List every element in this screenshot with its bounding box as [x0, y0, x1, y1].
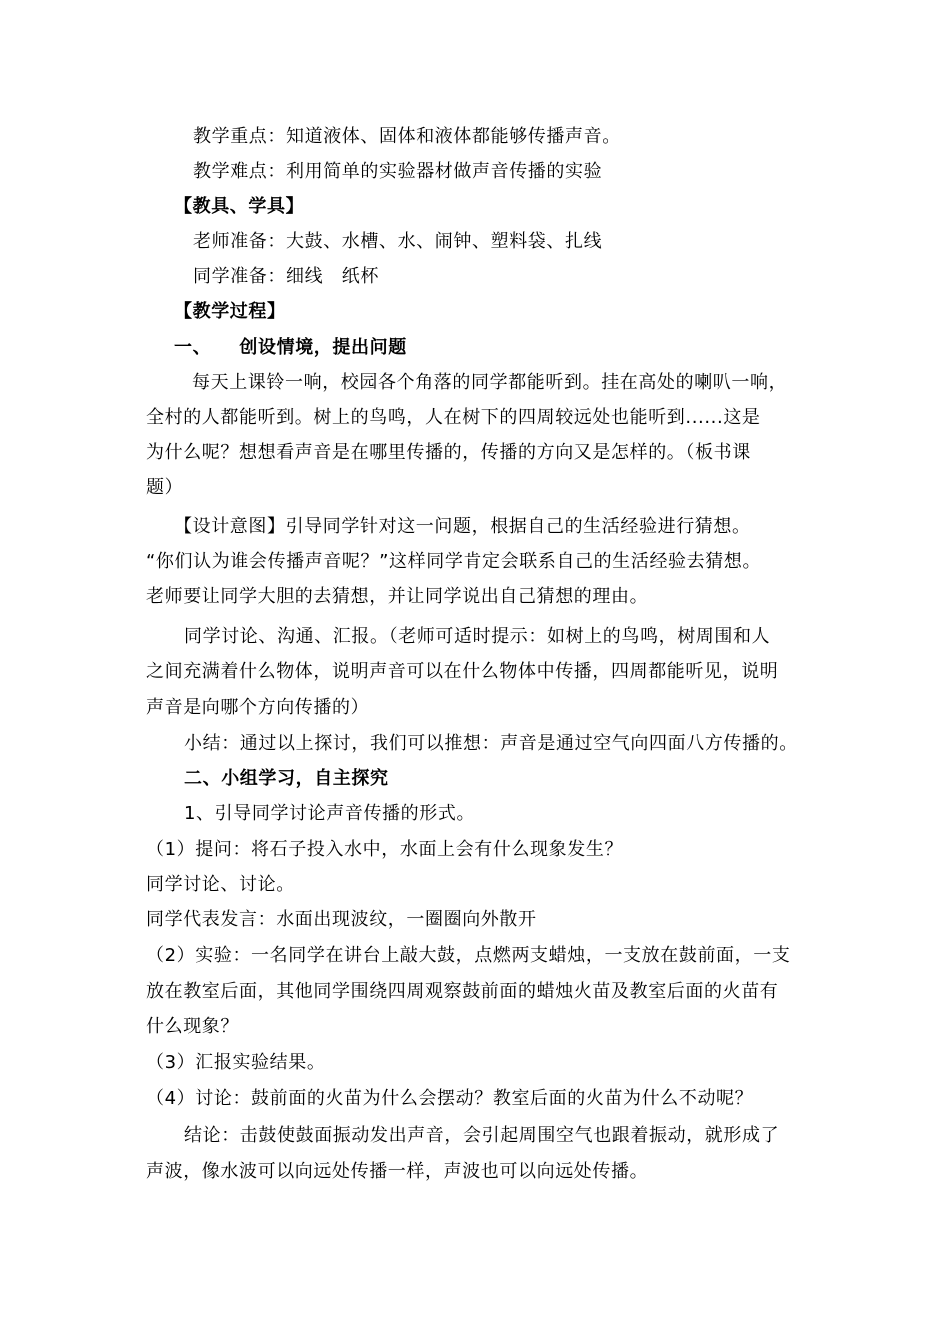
paragraph-line: 什么现象？: [146, 1016, 239, 1037]
step-one-heading: 一、 创设情境，提出问题: [174, 337, 407, 358]
list-item: （4）讨论：鼓前面的火苗为什么会摆动？教室后面的火苗为什么不动呢？: [146, 1088, 754, 1109]
section-heading-tools: 【教具、学具】: [174, 196, 305, 217]
list-item: （1）提问：将石子投入水中，水面上会有什么现象发生？: [146, 839, 624, 860]
paragraph-line: 同学代表发言：水面出现波纹，一圈圈向外散开: [146, 909, 537, 930]
teacher-prep-line: 老师准备：大鼓、水槽、水、闹钟、塑料袋、扎线: [193, 231, 603, 252]
list-item: （2）实验：一名同学在讲台上敲大鼓，点燃两支蜡烛，一支放在鼓前面，一支: [146, 945, 791, 966]
paragraph-line: 声音是向哪个方向传播的）: [146, 697, 370, 718]
paragraph-line: 之间充满着什么物体，说明声音可以在什么物体中传播，四周都能听见，说明: [146, 661, 779, 682]
teaching-focus-line: 教学重点：知道液体、固体和液体都能够传播声音。: [193, 126, 621, 147]
paragraph-line: 题）: [146, 477, 184, 498]
paragraph-line: 放在教室后面，其他同学围绕四周观察鼓前面的蜡烛火苗及教室后面的火苗有: [146, 981, 779, 1002]
section-heading-process: 【教学过程】: [174, 301, 286, 322]
summary-line: 小结：通过以上探讨，我们可以推想：声音是通过空气向四面八方传播的。: [184, 733, 798, 754]
paragraph-line: 同学讨论、讨论。: [146, 874, 295, 895]
student-prep-line: 同学准备：细线 纸杯: [193, 266, 379, 287]
paragraph-line: 同学讨论、沟通、汇报。（老师可适时提示：如树上的鸟鸣，树周围和人: [184, 626, 771, 647]
list-item: 1、引导同学讨论声音传播的形式。: [184, 803, 476, 824]
list-item: （3）汇报实验结果。: [146, 1052, 326, 1073]
paragraph-line: 声波，像水波可以向远处传播一样，声波也可以向远处传播。: [146, 1161, 649, 1182]
paragraph-line: 全村的人都能听到。树上的鸟鸣，人在树下的四周较远处也能听到......这是: [146, 407, 761, 428]
design-intent-line: 【设计意图】引导同学针对这一问题，根据自己的生活经验进行猜想。: [174, 516, 751, 537]
teaching-difficulty-line: 教学难点：利用简单的实验器材做声音传播的实验: [193, 161, 603, 182]
paragraph-line: 每天上课铃一响，校园各个角落的同学都能听到。挂在高处的喇叭一响，: [192, 372, 788, 393]
step-two-heading: 二、小组学习，自主探究: [184, 768, 389, 789]
paragraph-line: “你们认为谁会传播声音呢？”这样同学肯定会联系自己的生活经验去猜想。: [146, 551, 762, 572]
paragraph-line: 老师要让同学大胆的去猜想，并让同学说出自己猜想的理由。: [146, 586, 649, 607]
paragraph-line: 为什么呢？想想看声音是在哪里传播的，传播的方向又是怎样的。（板书课: [146, 442, 751, 463]
conclusion-line: 结论：击鼓使鼓面振动发出声音，会引起周围空气也跟着振动，就形成了: [184, 1125, 780, 1146]
